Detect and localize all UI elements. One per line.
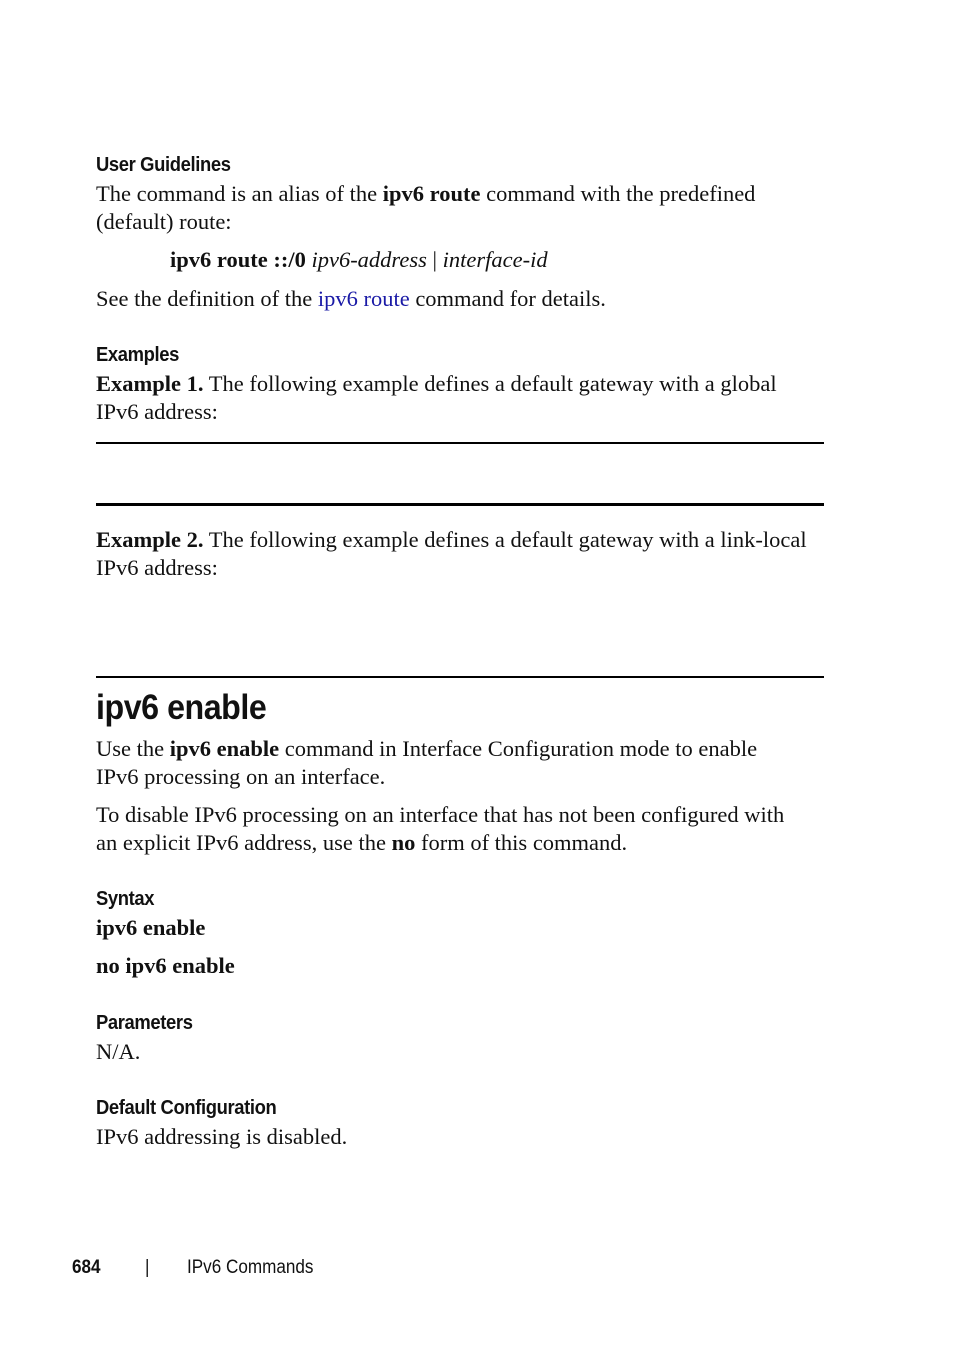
- syntax-command-2: [96, 952, 235, 980]
- text-fragment: an explicit IPv6 address, use the: [96, 830, 392, 855]
- example-2-paragraph: [96, 526, 807, 582]
- text-fragment: IPv6 address:: [96, 555, 218, 580]
- user-guidelines-heading: User Guidelines: [96, 154, 231, 176]
- code-block-bottom-rule: [96, 503, 824, 506]
- command-text: ipv6 enable: [96, 915, 206, 940]
- syntax-separator: |: [426, 247, 443, 272]
- default-configuration-heading: Default Configuration: [96, 1097, 277, 1119]
- footer-chapter: IPv6 Commands: [187, 1257, 314, 1278]
- code-block-top-rule: [96, 442, 824, 444]
- syntax-param: ipv6-address: [311, 247, 427, 272]
- examples-heading: Examples: [96, 344, 179, 366]
- text-fragment: (default) route:: [96, 209, 232, 234]
- no-keyword: no: [391, 830, 416, 855]
- section-title: ipv6 enable: [96, 688, 267, 727]
- text-fragment: See the definition of the: [96, 286, 318, 311]
- command-name: ipv6 route: [382, 181, 481, 206]
- command-name: ipv6 enable: [169, 736, 280, 761]
- text-fragment: IPv6 processing on an interface.: [96, 764, 386, 789]
- text-fragment: command for details.: [409, 286, 606, 311]
- text-fragment: The following example defines a default gateway with a global: [203, 371, 777, 396]
- text-fragment: command in Interface Configuration mode to enable: [279, 736, 758, 761]
- text-fragment: form of this command.: [415, 830, 628, 855]
- syntax-param: interface-id: [442, 247, 548, 272]
- see-definition-paragraph: [96, 285, 606, 313]
- section-disable-paragraph: [96, 801, 784, 857]
- parameters-text: N/A.: [96, 1039, 141, 1064]
- parameters-heading: Parameters: [96, 1012, 193, 1034]
- default-route-syntax: [170, 246, 548, 274]
- syntax-command-1: [96, 914, 205, 942]
- text-fragment: command with the predefined: [480, 181, 756, 206]
- example-label: Example 2.: [96, 527, 204, 552]
- section-intro-paragraph: [96, 735, 757, 791]
- text-fragment: IPv6 address:: [96, 399, 218, 424]
- section-rule: [96, 676, 824, 678]
- footer-separator: |: [145, 1257, 150, 1278]
- text-fragment: Use the: [96, 736, 170, 761]
- text-fragment: The command is an alias of the: [96, 181, 383, 206]
- default-configuration-text: IPv6 addressing is disabled.: [96, 1124, 348, 1149]
- command-text: no ipv6 enable: [96, 953, 235, 978]
- user-guidelines-paragraph: [96, 180, 755, 236]
- ipv6-route-link[interactable]: ipv6 route: [317, 286, 410, 311]
- example-label: Example 1.: [96, 371, 204, 396]
- example-1-paragraph: [96, 370, 777, 426]
- syntax-command: ipv6 route ::/0: [170, 247, 312, 272]
- syntax-heading: Syntax: [96, 888, 155, 910]
- text-fragment: The following example defines a default gateway with a link-local: [203, 527, 807, 552]
- page-number: 684: [72, 1257, 101, 1278]
- text-fragment: To disable IPv6 processing on an interface that has not been configured with: [96, 802, 785, 827]
